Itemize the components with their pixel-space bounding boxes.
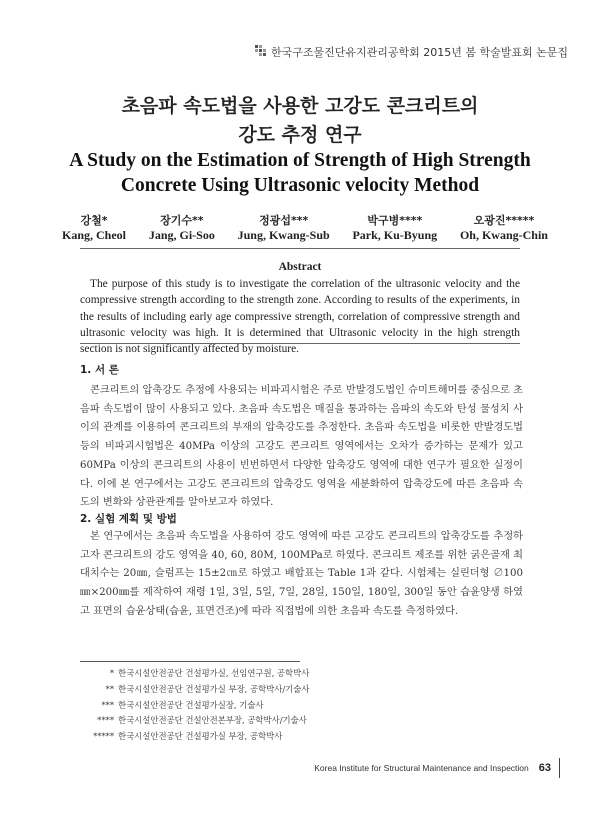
author — [238, 213, 330, 243]
author-english-name: Oh, Kwang-Chin — [459, 228, 548, 242]
footnote-text: 한국시설안전공단 건설안전본부장, 공학박사/기술사 — [118, 715, 307, 726]
footnote-text: 한국시설안전공단 건설평가실장, 기술사 — [118, 699, 264, 710]
abstract-body: The purpose of this study is to investigate the correlation of the ultrasonic velocity and the compressive strength according to the strength zone. According to results of the experiments, in the results of including early age compressive strength, correlation of compressive strength and ultrasonic velocity was high. It is determined that Ultrasonic velocity in the high strength section is not significantly affected by moisture. — [80, 278, 520, 356]
footnote-rule — [80, 661, 300, 662]
page-footer — [314, 758, 560, 778]
author-english-name: Kang, Cheol — [62, 228, 127, 242]
author-korean-name: 오광진***** — [473, 214, 535, 227]
footer-organization: Korea Institute for Structural Maintenance and Inspection — [314, 763, 529, 773]
korean-title-line-2: 강도 추정 연구 — [238, 124, 362, 146]
author-list — [62, 213, 548, 243]
footnote-mark: *** — [101, 699, 114, 710]
footnote-text: 한국시설안전공단 건설평가실, 선임연구원, 공학박사 — [118, 668, 310, 678]
author — [352, 213, 437, 243]
english-title-line-2: Concrete Using Ultrasonic velocity Method — [120, 175, 480, 196]
section-body-methods: 본 연구에서는 초음파 속도법을 사용하여 강도 영역에 따른 고강도 콘크리트의 압축강도를 추정하고자 콘크리트의 강도 영역을 40, 60, 80M, 100MPa로 하였다. 콘크리트 제조를 위한 굵은골재 최대치수는 20㎜, 슬럼프는 15±2㎝로 하였고 배합표는 Table 1과 같다. 시험체는 실린더형 ∅100㎜×200㎜를 제작하여 재령 1일, 3일, 5일, 7일, 28일, 150일, 180일, 300일 동안 습윤양생 하였고 표면의 습윤상태(습윤, 표면건조)에 따라 직접법에 의한 초음파 속도를 측정하였다. — [80, 531, 523, 617]
section-heading-methods: 2. 실험 계획 및 방법 — [80, 513, 177, 525]
author-english-name: Park, Ku-Byung — [352, 228, 438, 242]
footnote — [80, 729, 309, 745]
footnote — [80, 682, 309, 698]
page-number: 63 — [538, 762, 551, 774]
abstract-heading: Abstract — [278, 261, 322, 273]
section-heading-introduction: 1. 서 론 — [80, 364, 119, 376]
author-english-name: Jang, Gi-Soo — [148, 228, 215, 242]
footnote-text: 한국시설안전공단 건설평가실 부장, 공학박사 — [118, 731, 283, 742]
author — [62, 213, 126, 243]
abstract-bottom-rule — [80, 343, 520, 344]
footnote-mark: ***** — [93, 731, 114, 742]
running-header — [255, 44, 568, 60]
header-text: 한국구조물진단유지관리공학회 2015년 봄 학술발표회 논문집 — [270, 46, 568, 59]
footnote-mark: **** — [97, 715, 114, 726]
footnote — [80, 666, 309, 682]
journal-emblem-icon — [255, 45, 268, 58]
footnote-text: 한국시설안전공단 건설평가실 부장, 공학박사/기술사 — [118, 683, 310, 694]
abstract-top-rule — [80, 248, 520, 249]
korean-title-line-1: 초음파 속도법을 사용한 고강도 콘크리트의 — [121, 95, 479, 117]
author-korean-name: 강철* — [80, 214, 108, 227]
author — [460, 213, 548, 243]
author-english-name: Jung, Kwang-Sub — [237, 228, 330, 242]
korean-title — [0, 92, 600, 150]
footnote-mark: ** — [105, 683, 114, 694]
footnote-mark: * — [109, 668, 114, 678]
section-body-introduction: 콘크리트의 압축강도 추정에 사용되는 비파괴시험은 주로 반발경도법인 슈미트해머를 중심으로 초음파 속도법이 많이 사용되고 있다. 초음파 속도법은 매질을 통과하는 음파의 속도와 탄성 물성치 사이의 관계를 이용하여 콘크리트의 부재의 압축강도를 추정한다. 초음파 속도법을 비롯한 반발경도법 등의 비파괴시험법은 40MPa 이상의 고강도 콘크리트 영역에서는 오차가 증가하는 문제가 있고 60MPa 이상의 콘크리트의 사용이 빈번하면서 다양한 압축강도 영역에 대한 연구가 필요한 실정이다. 이에 본 연구에서는 고강도 콘크리트의 압축강도 영역을 세분화하여 압축강도에 따른 초음파 속도의 변화와 상관관계를 알아보고자 하였다. — [80, 385, 523, 509]
footnote — [80, 698, 309, 714]
footnotes — [80, 666, 309, 745]
author-korean-name: 박구병**** — [367, 214, 423, 227]
english-title-line-1: A Study on the Estimation of Strength of High Strength — [69, 150, 531, 171]
author-korean-name: 정광섭*** — [259, 214, 309, 227]
footnote — [80, 713, 309, 729]
author — [149, 213, 215, 243]
author-korean-name: 장기수** — [160, 214, 204, 227]
english-title — [0, 148, 600, 198]
footer-rule — [559, 758, 560, 778]
